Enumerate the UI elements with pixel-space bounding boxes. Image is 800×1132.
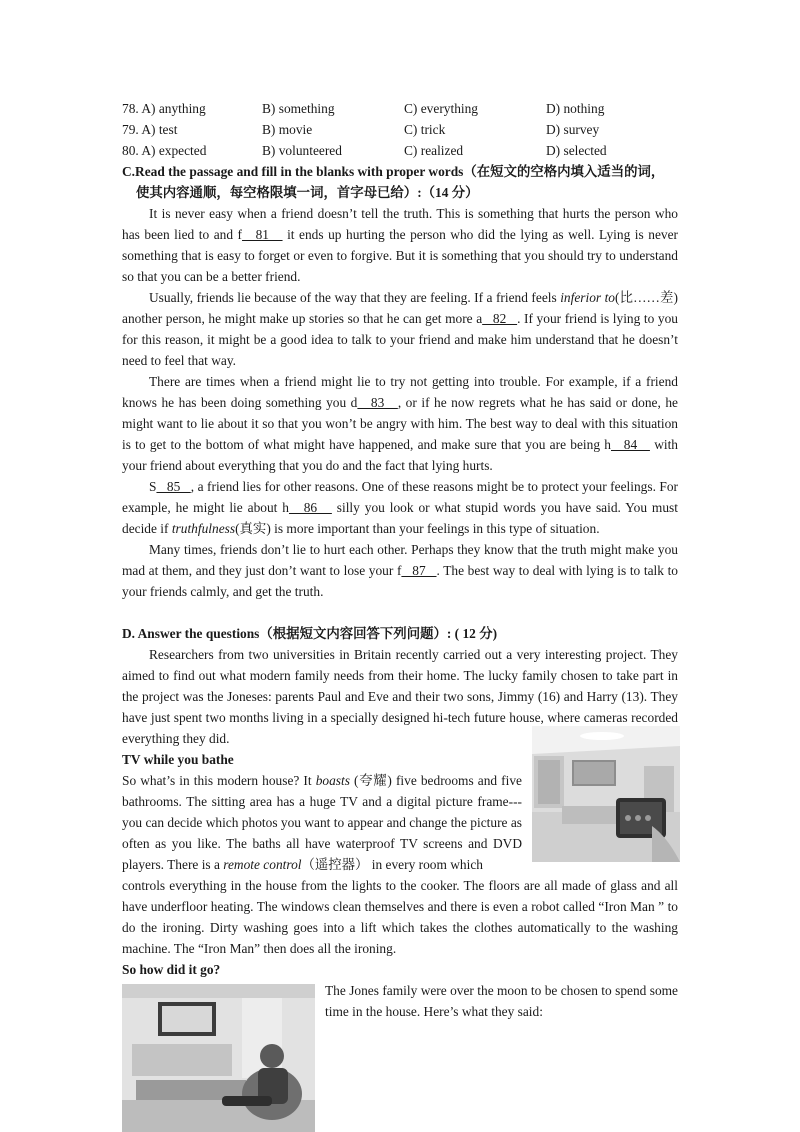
option-d: D) nothing	[546, 101, 605, 116]
option-b: B) movie	[262, 122, 313, 137]
blank-82: 82	[482, 311, 518, 326]
section-c-paragraph-1: It is never easy when a friend doesn’t tell the truth. This is something that hurts the person who has been lied to and f 81 it ends up hurting the person who did the lying as well. Lying is never something that is easy to forget or even to forgive. But it is something that you should try to understand so that you can be a better friend.	[122, 206, 678, 284]
section-c-paragraph-2: Usually, friends lie because of the way that they are feeling. If a friend feels inferior to(比……差) another person, he might make up stories so that he can get more a 82 . If your friend is lying to you for this reason, it might be a good idea to talk to your friend and make him understand that he doesn’t need to feel that way.	[122, 290, 678, 368]
subheading-so-how-did-it-go: So how did it go?	[122, 962, 221, 977]
section-c-paragraph-4: S 85 , a friend lies for other reasons. One of these reasons might be to protect your feelings. For example, he might lie about h 86 silly you look or what stupid words you have said. You must decide if truthfulness(真实) is more important than your feelings in this type of situation.	[122, 479, 678, 536]
subheading-tv-while-you-bathe: TV while you bathe	[122, 752, 234, 767]
option-c: C) realized	[404, 143, 464, 158]
section-d-intro: Researchers from two universities in Britain recently carried out a very interesting project. They aimed to find out what modern family needs from their home. The lucky family chosen to take part in the project was the Joneses: parents Paul and Eve and their two sons, Jimmy (16) and Harry (13). They have just spent two months living in a specially designed hi-tech future house, where cameras recorded everything they did.	[122, 647, 678, 746]
blank-87: 87	[401, 563, 437, 578]
option-c: C) trick	[404, 122, 446, 137]
section-d-heading: D. Answer the questions（根据短文内容回答下列问题）: ( 12 分)	[122, 626, 498, 641]
option-a: 79. A) test	[122, 122, 178, 137]
question-row-80	[122, 140, 678, 161]
blank-86: 86	[288, 500, 332, 515]
option-d: D) survey	[546, 122, 600, 137]
section-gap	[122, 602, 678, 623]
option-a: 78. A) anything	[122, 101, 206, 116]
option-d: D) selected	[546, 143, 607, 158]
section-c-paragraph-5: Many times, friends don’t lie to hurt each other. Perhaps they know that the truth might make you mad at them, and they just don’t want to lose your f 87 . The best way to deal with lying is to talk to your friends calmly, and get the truth.	[122, 542, 678, 599]
question-row-78	[122, 98, 678, 119]
section-d-body-1-continued: controls everything in the house from the lights to the cooker. The floors are all made of glass and all have underfloor heating. The windows clean themselves and there is even a robot called “Iron Man ” to do the ironing. Dirty washing goes into a lift which takes the clothes automatically to the washing machine. The “Iron Man” then does all the ironing.	[122, 878, 678, 956]
section-c-heading-line2: 使其内容通顺，每空格限填一词，首字母已给）:（14 分）	[136, 185, 479, 200]
hi-tech-room-photo	[532, 726, 680, 862]
options-block	[122, 98, 678, 161]
blank-83: 83	[357, 395, 398, 410]
worksheet-page	[122, 98, 678, 1022]
section-d-body-1: So what’s in this modern house? It boasts (夸耀) five bedrooms and five bathrooms. The sitting area has a huge TV and a digital picture frame---you can decide which photos you want to appear and change the picture as often as you like. The baths all have waterproof TV screens and DVD players. There is a remote control（遥控器） in every room which	[122, 773, 522, 872]
option-a: 80. A) expected	[122, 143, 207, 158]
family-living-room-photo	[122, 984, 315, 1132]
section-c-paragraph-3: There are times when a friend might lie to try not getting into trouble. For example, if a friend knows he has been doing something you d 83 , or if he now regrets what he has said or done, he might want to lie about it so that you won’t be angry with him. The best way to deal with this situation is to get to the bottom of what might have happened, and make sure that you are being h 84 with your friend about everything that you do and the fact that lying hurts.	[122, 374, 678, 473]
option-b: B) something	[262, 101, 335, 116]
option-c: C) everything	[404, 101, 479, 116]
option-b: B) volunteered	[262, 143, 342, 158]
section-c-heading	[122, 161, 678, 203]
section-c-heading-line1: C.Read the passage and fill in the blanks with proper words（在短文的空格内填入适当的词，	[122, 164, 665, 179]
blank-85: 85	[156, 479, 191, 494]
blank-84: 84	[611, 437, 650, 452]
blank-81: 81	[242, 227, 283, 242]
question-row-79	[122, 119, 678, 140]
section-d-body-2: The Jones family were over the moon to be chosen to spend some time in the house. Here’s what they said:	[325, 983, 678, 1019]
